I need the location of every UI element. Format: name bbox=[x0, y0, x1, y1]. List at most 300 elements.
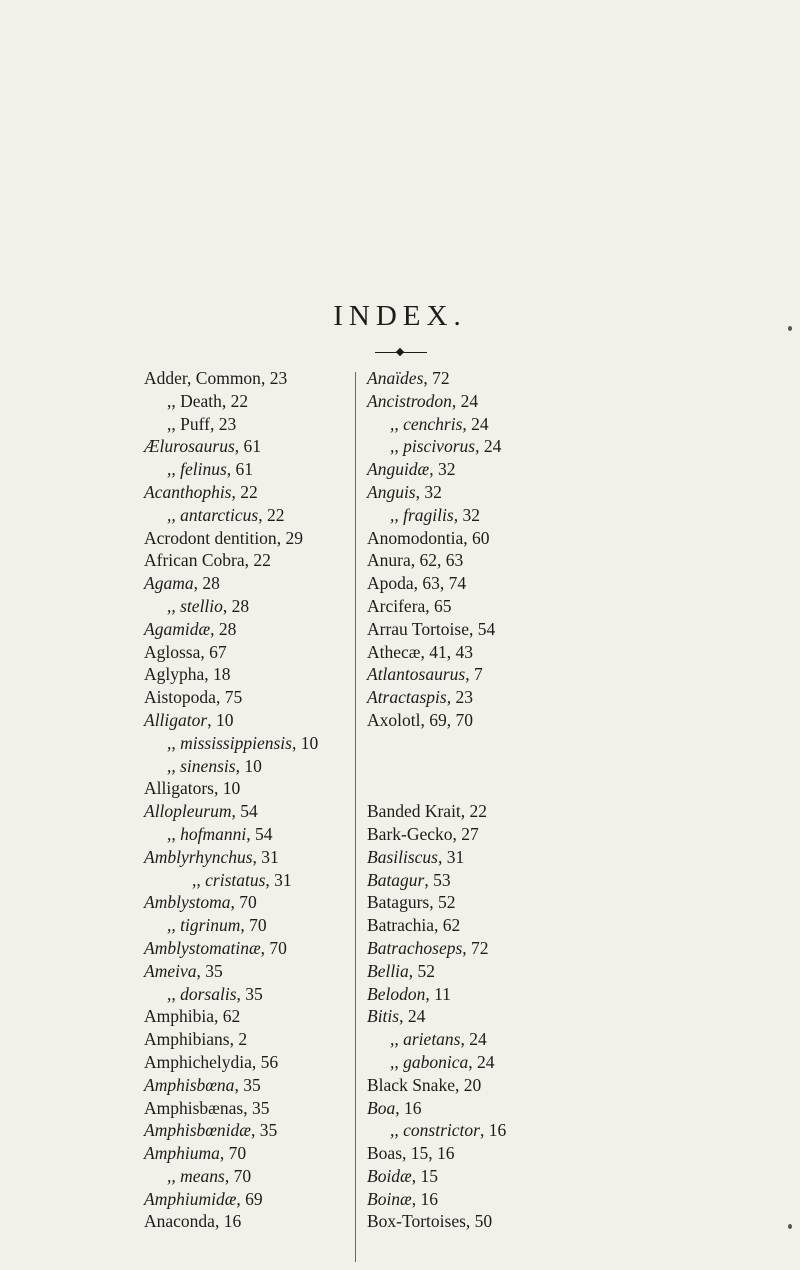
index-pages: 7 bbox=[473, 664, 483, 685]
index-entry bbox=[144, 709, 354, 732]
index-entry bbox=[144, 390, 354, 413]
index-term: Anaïdes bbox=[367, 368, 424, 388]
index-entry bbox=[367, 937, 667, 960]
index-separator: , bbox=[425, 595, 435, 616]
index-entry bbox=[144, 413, 354, 436]
index-pages: 29 bbox=[285, 527, 303, 548]
index-term: Acrodont dentition bbox=[144, 527, 277, 548]
index-separator: , bbox=[475, 436, 484, 457]
index-separator: , bbox=[204, 664, 214, 685]
index-pages: 72 bbox=[432, 368, 450, 388]
index-entry bbox=[144, 891, 354, 914]
index-pages: 23 bbox=[218, 413, 237, 434]
index-term: Amphibia bbox=[144, 1006, 214, 1027]
index-entry bbox=[367, 960, 667, 983]
index-term: Anura bbox=[367, 550, 411, 571]
index-pages: 16 bbox=[223, 1211, 242, 1232]
index-entry bbox=[367, 663, 667, 686]
index-term: ,, cristatus bbox=[192, 869, 266, 890]
index-pages: 35 bbox=[259, 1120, 278, 1141]
index-group-an-ax bbox=[367, 367, 667, 732]
index-entry bbox=[144, 1165, 354, 1188]
index-entry bbox=[367, 1142, 667, 1165]
index-pages: 62, 63 bbox=[419, 550, 464, 571]
index-pages: 69, 70 bbox=[429, 709, 473, 730]
index-entry bbox=[144, 1188, 354, 1211]
index-separator: , bbox=[462, 937, 472, 958]
index-pages: 10 bbox=[244, 755, 262, 776]
page-title: INDEX. bbox=[333, 300, 467, 332]
index-pages: 35 bbox=[251, 1097, 270, 1118]
index-term: Anomodontia bbox=[367, 527, 464, 548]
index-entry bbox=[144, 1142, 354, 1165]
index-separator: , bbox=[234, 436, 244, 457]
index-entry bbox=[367, 458, 667, 481]
index-entry bbox=[144, 663, 354, 686]
index-pages: 28 bbox=[202, 573, 220, 594]
index-pages: 22 bbox=[469, 801, 488, 822]
index-term: Bark-Gecko bbox=[367, 823, 453, 844]
index-pages: 23 bbox=[269, 368, 288, 388]
index-pages: 16 bbox=[420, 1188, 438, 1209]
index-term: African Cobra bbox=[144, 550, 245, 571]
index-term: Black Snake bbox=[367, 1074, 455, 1095]
index-term: Aistopoda bbox=[144, 687, 216, 708]
index-term: Boidæ bbox=[367, 1165, 412, 1186]
index-separator: , bbox=[429, 459, 438, 480]
index-term: ,, fragilis bbox=[390, 504, 454, 525]
index-pages: 2 bbox=[238, 1029, 248, 1050]
index-separator: , bbox=[200, 641, 210, 662]
index-separator: , bbox=[226, 459, 236, 480]
index-term: Batagur bbox=[367, 869, 425, 890]
index-entry bbox=[367, 709, 667, 732]
index-term: Atractaspis bbox=[367, 687, 447, 708]
index-pages: 15 bbox=[420, 1165, 438, 1186]
index-separator: , bbox=[420, 641, 430, 662]
index-separator: , bbox=[410, 550, 420, 571]
index-pages: 70 bbox=[249, 915, 267, 936]
index-entry bbox=[144, 595, 354, 618]
index-term: Boinæ bbox=[367, 1188, 412, 1209]
index-pages: 54 bbox=[477, 618, 496, 639]
index-term: Aglossa bbox=[144, 641, 201, 662]
index-entry bbox=[144, 1210, 354, 1233]
index-term: Boas bbox=[367, 1143, 402, 1164]
index-separator: , bbox=[453, 504, 463, 525]
index-term: Amphichelydia bbox=[144, 1051, 252, 1072]
index-separator: , bbox=[251, 1051, 261, 1072]
index-separator: , bbox=[420, 709, 430, 730]
index-separator: , bbox=[452, 823, 462, 844]
index-entry bbox=[367, 914, 667, 937]
index-separator: , bbox=[460, 1029, 470, 1050]
index-term: Alligator bbox=[144, 709, 208, 730]
index-separator: , bbox=[408, 960, 418, 981]
index-entry bbox=[367, 1210, 667, 1233]
index-pages: 35 bbox=[205, 960, 223, 981]
index-term: Aglypha bbox=[144, 664, 205, 685]
index-term: Basiliscus bbox=[367, 846, 438, 867]
index-entry bbox=[144, 823, 354, 846]
index-term: Anaconda bbox=[144, 1211, 215, 1232]
index-term: Adder, Common bbox=[144, 368, 261, 388]
index-pages: 61 bbox=[235, 459, 254, 480]
index-entry bbox=[367, 800, 667, 823]
index-pages: 20 bbox=[463, 1074, 482, 1095]
index-separator: , bbox=[221, 390, 231, 411]
index-separator: , bbox=[234, 1074, 244, 1095]
index-pages: 15, 16 bbox=[410, 1143, 455, 1164]
index-separator: , bbox=[468, 1051, 478, 1072]
index-term: Amphisbænas bbox=[144, 1097, 244, 1118]
index-entry bbox=[367, 686, 667, 709]
index-pages: 75 bbox=[224, 687, 243, 708]
index-separator: , bbox=[425, 983, 435, 1004]
index-separator: , bbox=[214, 1211, 224, 1232]
column-divider bbox=[355, 372, 356, 1262]
index-separator: , bbox=[215, 687, 225, 708]
index-pages: 69 bbox=[245, 1188, 263, 1209]
margin-speck bbox=[788, 1224, 792, 1229]
index-separator: , bbox=[210, 618, 219, 639]
index-separator: , bbox=[462, 413, 472, 434]
index-entry bbox=[367, 572, 667, 595]
index-term: Axolotl bbox=[367, 709, 421, 730]
index-separator: , bbox=[260, 937, 270, 958]
index-separator: , bbox=[209, 413, 219, 434]
index-term: Anguidæ bbox=[367, 459, 430, 480]
index-term: ,, dorsalis bbox=[167, 983, 237, 1004]
index-pages: 31 bbox=[446, 846, 465, 867]
index-separator: , bbox=[415, 481, 425, 502]
index-entry bbox=[367, 390, 667, 413]
index-separator: , bbox=[429, 892, 438, 913]
index-separator: , bbox=[465, 1211, 475, 1232]
index-entry bbox=[144, 458, 354, 481]
index-separator: , bbox=[231, 481, 241, 502]
index-separator: , bbox=[229, 1029, 239, 1050]
index-entry bbox=[144, 1074, 354, 1097]
index-separator: , bbox=[236, 983, 246, 1004]
index-entry bbox=[367, 1005, 667, 1028]
index-entry bbox=[367, 846, 667, 869]
index-entry bbox=[144, 618, 354, 641]
index-entry bbox=[144, 960, 354, 983]
index-entry bbox=[144, 777, 354, 800]
index-entry bbox=[144, 983, 354, 1006]
index-term: Batagurs bbox=[367, 892, 430, 913]
index-separator: , bbox=[258, 504, 267, 525]
index-pages: 70 bbox=[233, 1165, 252, 1186]
index-entry bbox=[367, 823, 667, 846]
index-separator: , bbox=[451, 390, 461, 411]
index-separator: , bbox=[235, 755, 245, 776]
index-column-right bbox=[367, 367, 667, 1233]
index-entry bbox=[367, 641, 667, 664]
index-term: Alligators bbox=[144, 778, 214, 799]
index-separator: , bbox=[437, 846, 447, 867]
index-pages: 24 bbox=[471, 413, 489, 434]
index-pages: 54 bbox=[240, 801, 258, 822]
index-pages: 56 bbox=[260, 1051, 279, 1072]
index-pages: 70 bbox=[228, 1143, 247, 1164]
index-pages: 54 bbox=[255, 823, 273, 844]
index-separator: , bbox=[460, 801, 470, 822]
index-pages: 60 bbox=[472, 527, 490, 548]
index-pages: 32 bbox=[424, 481, 442, 502]
index-term: ,, constrictor bbox=[390, 1120, 480, 1141]
index-term: Amblystoma bbox=[144, 892, 231, 913]
index-pages: 22 bbox=[253, 550, 271, 571]
index-term: ,, piscivorus bbox=[390, 436, 476, 457]
index-pages: 70 bbox=[239, 892, 257, 913]
index-entry bbox=[367, 1119, 667, 1142]
index-pages: 31 bbox=[274, 869, 292, 890]
index-term: Agamidæ bbox=[144, 618, 211, 639]
index-term: ,, Death bbox=[167, 390, 222, 411]
index-separator: , bbox=[454, 1074, 464, 1095]
index-term: Bellia bbox=[367, 960, 409, 981]
index-separator: , bbox=[411, 1165, 421, 1186]
index-entry bbox=[144, 527, 354, 550]
index-entry bbox=[144, 1097, 354, 1120]
index-group-b bbox=[367, 800, 667, 1233]
index-pages: 24 bbox=[460, 390, 479, 411]
index-entry bbox=[144, 481, 354, 504]
index-pages: 52 bbox=[417, 960, 436, 981]
index-entry bbox=[144, 686, 354, 709]
index-pages: 28 bbox=[231, 595, 250, 616]
index-term: Box-Tortoises bbox=[367, 1211, 466, 1232]
index-separator: , bbox=[193, 573, 203, 594]
index-separator: , bbox=[424, 869, 434, 890]
index-term: Acanthophis bbox=[144, 481, 232, 502]
index-entry bbox=[367, 527, 667, 550]
index-separator: , bbox=[395, 1097, 404, 1118]
index-pages: 65 bbox=[434, 595, 452, 616]
margin-speck bbox=[788, 326, 792, 331]
index-pages: 72 bbox=[471, 937, 489, 958]
index-term: Amblystomatinæ bbox=[144, 937, 261, 958]
index-pages: 63, 74 bbox=[422, 573, 467, 594]
index-separator: , bbox=[231, 801, 241, 822]
index-pages: 16 bbox=[403, 1097, 422, 1118]
index-entry bbox=[367, 618, 667, 641]
index-term: Belodon bbox=[367, 983, 426, 1004]
index-pages: 24 bbox=[477, 1051, 495, 1072]
index-separator: , bbox=[479, 1120, 489, 1141]
index-entry bbox=[144, 435, 354, 458]
index-pages: 41, 43 bbox=[429, 641, 473, 662]
index-entry bbox=[367, 1074, 667, 1097]
index-pages: 10 bbox=[300, 732, 319, 753]
index-entry bbox=[144, 800, 354, 823]
index-separator: , bbox=[196, 960, 206, 981]
index-term: Apoda bbox=[367, 573, 414, 594]
index-separator: , bbox=[434, 915, 443, 936]
index-entry bbox=[367, 869, 667, 892]
index-entry bbox=[144, 1051, 354, 1074]
index-term: ,, gabonica bbox=[390, 1051, 469, 1072]
index-pages: 52 bbox=[437, 892, 456, 913]
index-term: Amphisbœnidæ bbox=[144, 1120, 251, 1141]
index-pages: 10 bbox=[215, 709, 234, 730]
index-separator: , bbox=[214, 778, 223, 799]
index-entry bbox=[367, 413, 667, 436]
index-pages: 61 bbox=[243, 436, 262, 457]
index-entry bbox=[367, 435, 667, 458]
index-term: Batrachia bbox=[367, 915, 435, 936]
index-term: Boa bbox=[367, 1097, 396, 1118]
index-separator: , bbox=[230, 892, 240, 913]
rule-diamond-ornament bbox=[396, 348, 404, 356]
index-pages: 62 bbox=[222, 1006, 241, 1027]
index-separator: , bbox=[399, 1006, 408, 1027]
index-separator: , bbox=[252, 846, 262, 867]
index-pages: 32 bbox=[437, 459, 456, 480]
index-pages: 70 bbox=[269, 937, 287, 958]
index-entry bbox=[144, 937, 354, 960]
index-separator: , bbox=[413, 573, 423, 594]
index-entry bbox=[144, 1005, 354, 1028]
index-column-left bbox=[144, 367, 354, 1233]
index-entry bbox=[367, 1188, 667, 1211]
index-term: ,, hofmanni bbox=[167, 823, 247, 844]
index-entry bbox=[144, 1028, 354, 1051]
index-separator: , bbox=[207, 709, 216, 730]
index-pages: 35 bbox=[245, 983, 263, 1004]
index-entry bbox=[144, 846, 354, 869]
index-separator: , bbox=[291, 732, 301, 753]
index-pages: 27 bbox=[461, 823, 479, 844]
index-separator: , bbox=[240, 915, 250, 936]
index-term: ,, stellio bbox=[167, 595, 223, 616]
index-separator: , bbox=[265, 869, 275, 890]
index-separator: , bbox=[222, 595, 232, 616]
index-separator: , bbox=[468, 618, 478, 639]
index-term: Arcifera bbox=[367, 595, 426, 616]
index-term: Ancistrodon bbox=[367, 390, 452, 411]
index-separator: , bbox=[276, 527, 286, 548]
index-pages: 53 bbox=[433, 869, 451, 890]
index-entry bbox=[367, 891, 667, 914]
index-entry bbox=[144, 549, 354, 572]
index-pages: 31 bbox=[261, 846, 279, 867]
index-entry bbox=[144, 641, 354, 664]
index-pages: 24 bbox=[407, 1006, 426, 1027]
index-entry bbox=[144, 504, 354, 527]
index-separator: , bbox=[219, 1143, 229, 1164]
index-separator: , bbox=[243, 1097, 252, 1118]
index-entry bbox=[367, 1165, 667, 1188]
index-pages: 32 bbox=[462, 504, 480, 525]
index-entry bbox=[367, 504, 667, 527]
index-pages: 11 bbox=[434, 983, 451, 1004]
index-term: Amblyrhynchus bbox=[144, 846, 253, 867]
index-separator: , bbox=[236, 1188, 246, 1209]
index-term: Ameiva bbox=[144, 960, 197, 981]
index-term: ,, felinus bbox=[167, 459, 227, 480]
index-pages: 16 bbox=[488, 1120, 507, 1141]
index-entry bbox=[144, 572, 354, 595]
index-pages: 35 bbox=[243, 1074, 261, 1095]
index-term: ,, means bbox=[167, 1165, 225, 1186]
index-entry bbox=[367, 983, 667, 1006]
index-separator: , bbox=[423, 368, 433, 388]
index-pages: 18 bbox=[213, 664, 231, 685]
index-entry bbox=[367, 1051, 667, 1074]
index-pages: 24 bbox=[483, 436, 502, 457]
index-entry bbox=[367, 367, 667, 390]
index-entry bbox=[367, 481, 667, 504]
index-entry bbox=[144, 732, 354, 755]
index-term: Athecæ bbox=[367, 641, 421, 662]
index-term: Bitis bbox=[367, 1006, 400, 1027]
index-term: ,, tigrinum bbox=[167, 915, 241, 936]
index-term: Atlantosaurus bbox=[367, 664, 466, 685]
index-term: Banded Krait bbox=[367, 801, 461, 822]
index-term: Arrau Tortoise bbox=[367, 618, 469, 639]
index-entry bbox=[144, 1119, 354, 1142]
index-separator: , bbox=[260, 368, 270, 388]
index-term: ,, cenchris bbox=[390, 413, 463, 434]
index-separator: , bbox=[402, 1143, 411, 1164]
index-separator: , bbox=[463, 527, 472, 548]
index-term: ,, mississippiensis bbox=[167, 732, 292, 753]
index-separator: , bbox=[244, 550, 254, 571]
index-pages: 24 bbox=[469, 1029, 487, 1050]
index-entry bbox=[367, 1097, 667, 1120]
index-pages: 23 bbox=[455, 687, 473, 708]
index-separator: , bbox=[411, 1188, 421, 1209]
index-pages: 22 bbox=[266, 504, 285, 525]
index-entry bbox=[144, 367, 354, 390]
index-separator: , bbox=[446, 687, 456, 708]
index-separator: , bbox=[465, 664, 474, 685]
index-term: Agama bbox=[144, 573, 194, 594]
letter-gap bbox=[367, 732, 667, 800]
index-term: Allopleurum bbox=[144, 801, 232, 822]
index-term: ,, sinensis bbox=[167, 755, 236, 776]
index-separator: , bbox=[246, 823, 255, 844]
index-term: Amphiuma bbox=[144, 1143, 220, 1164]
index-term: Amphibians bbox=[144, 1029, 230, 1050]
index-separator: , bbox=[214, 1006, 223, 1027]
index-term: ,, antarcticus bbox=[167, 504, 259, 525]
index-pages: 22 bbox=[240, 481, 258, 502]
index-term: ,, arietans bbox=[390, 1029, 461, 1050]
index-term: ,, Puff bbox=[167, 413, 210, 434]
index-pages: 67 bbox=[209, 641, 227, 662]
index-term: Ælurosaurus bbox=[144, 436, 235, 457]
index-term: Anguis bbox=[367, 481, 416, 502]
index-term: Amphiumidæ bbox=[144, 1188, 237, 1209]
index-entry bbox=[144, 755, 354, 778]
index-pages: 50 bbox=[474, 1211, 493, 1232]
index-entry bbox=[144, 869, 354, 892]
index-separator: , bbox=[250, 1120, 260, 1141]
index-pages: 62 bbox=[442, 915, 461, 936]
index-term: Batrachoseps bbox=[367, 937, 463, 958]
index-entry bbox=[367, 549, 667, 572]
index-entry bbox=[367, 1028, 667, 1051]
index-pages: 10 bbox=[222, 778, 241, 799]
index-term: Amphisbœna bbox=[144, 1074, 235, 1095]
index-pages: 22 bbox=[230, 390, 249, 411]
index-separator: , bbox=[224, 1165, 234, 1186]
index-pages: 28 bbox=[218, 618, 237, 639]
